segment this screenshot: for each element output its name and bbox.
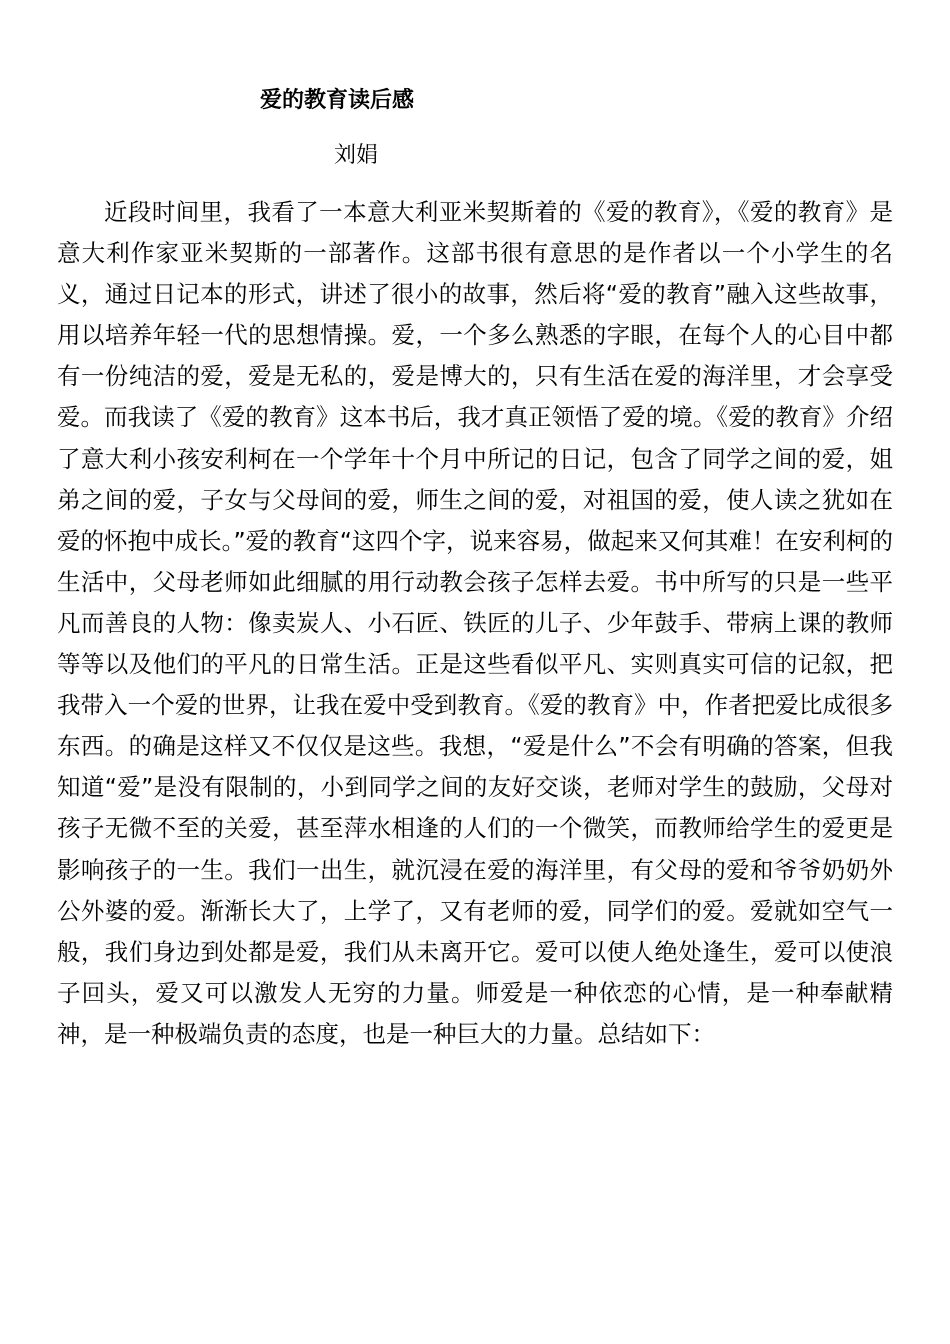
body-paragraph: 近段时间里，我看了一本意大利亚米契斯着的《爱的教育》，《爱的教育》是意大利作家亚米契斯的一部著作。这部书很有意思的是作者以一个小学生的名义，通过日记本的形式，讲述了很小的故事，然后将“爱的教育”融入这些故事，用以培养年轻一代的思想情操。爱，一个多么熟悉的字眼，在每个人的心目中都有一份纯洁的爱，爱是无私的，爱是博大的，只有生活在爱的海洋里，才会享受爱。而我读了《爱的教育》这本书后，我才真正领悟了爱的境。《爱的教育》介绍了意大利小孩安利柯在一个学年十个月中所记的日记，包含了同学之间的爱，姐弟之间的爱，子女与父母间的爱，师生之间的爱，对祖国的爱，使人读之犹如在爱的怀抱中成长。”爱的教育“这四个字，说来容易，做起来又何其难！在安利柯的生活中，父母老师如此细腻的用行动教会孩子怎样去爱。书中所写的只是一些平凡而善良的人物：像卖炭人、小石匠、铁匠的儿子、少年鼓手、带病上课的教师等等以及他们的平凡的日常生活。正是这些看似平凡、实则真实可信的记叙，把我带入一个爱的世界，让我在爱中受到教育。《爱的教育》中，作者把爱比成很多东西。的确是这样又不仅仅是这些。我想，“爱是什么”不会有明确的答案，但我知道“爱”是没有限制的，小到同学之间的友好交谈，老师对学生的鼓励，父母对孩子无微不至的关爱，甚至萍水相逢的人们的一个微笑，而教师给学生的爱更是影响孩子的一生。我们一出生，就沉浸在爱的海洋里，有父母的爱和爷爷奶奶外公外婆的爱。渐渐长大了，上学了，又有老师的爱，同学们的爱。爱就如空气一般，我们身边到处都是爱，我们从未离开它。爱可以使人绝处逢生，爱可以使浪子回头，爱又可以激发人无穷的力量。师爱是一种依恋的心情，是一种奉献精神，是一种极端负责的态度，也是一种巨大的力量。总结如下： <box>57 198 893 1048</box>
document-author: 刘娟 <box>334 143 379 168</box>
document-title: 爱的教育读后感 <box>260 88 415 113</box>
